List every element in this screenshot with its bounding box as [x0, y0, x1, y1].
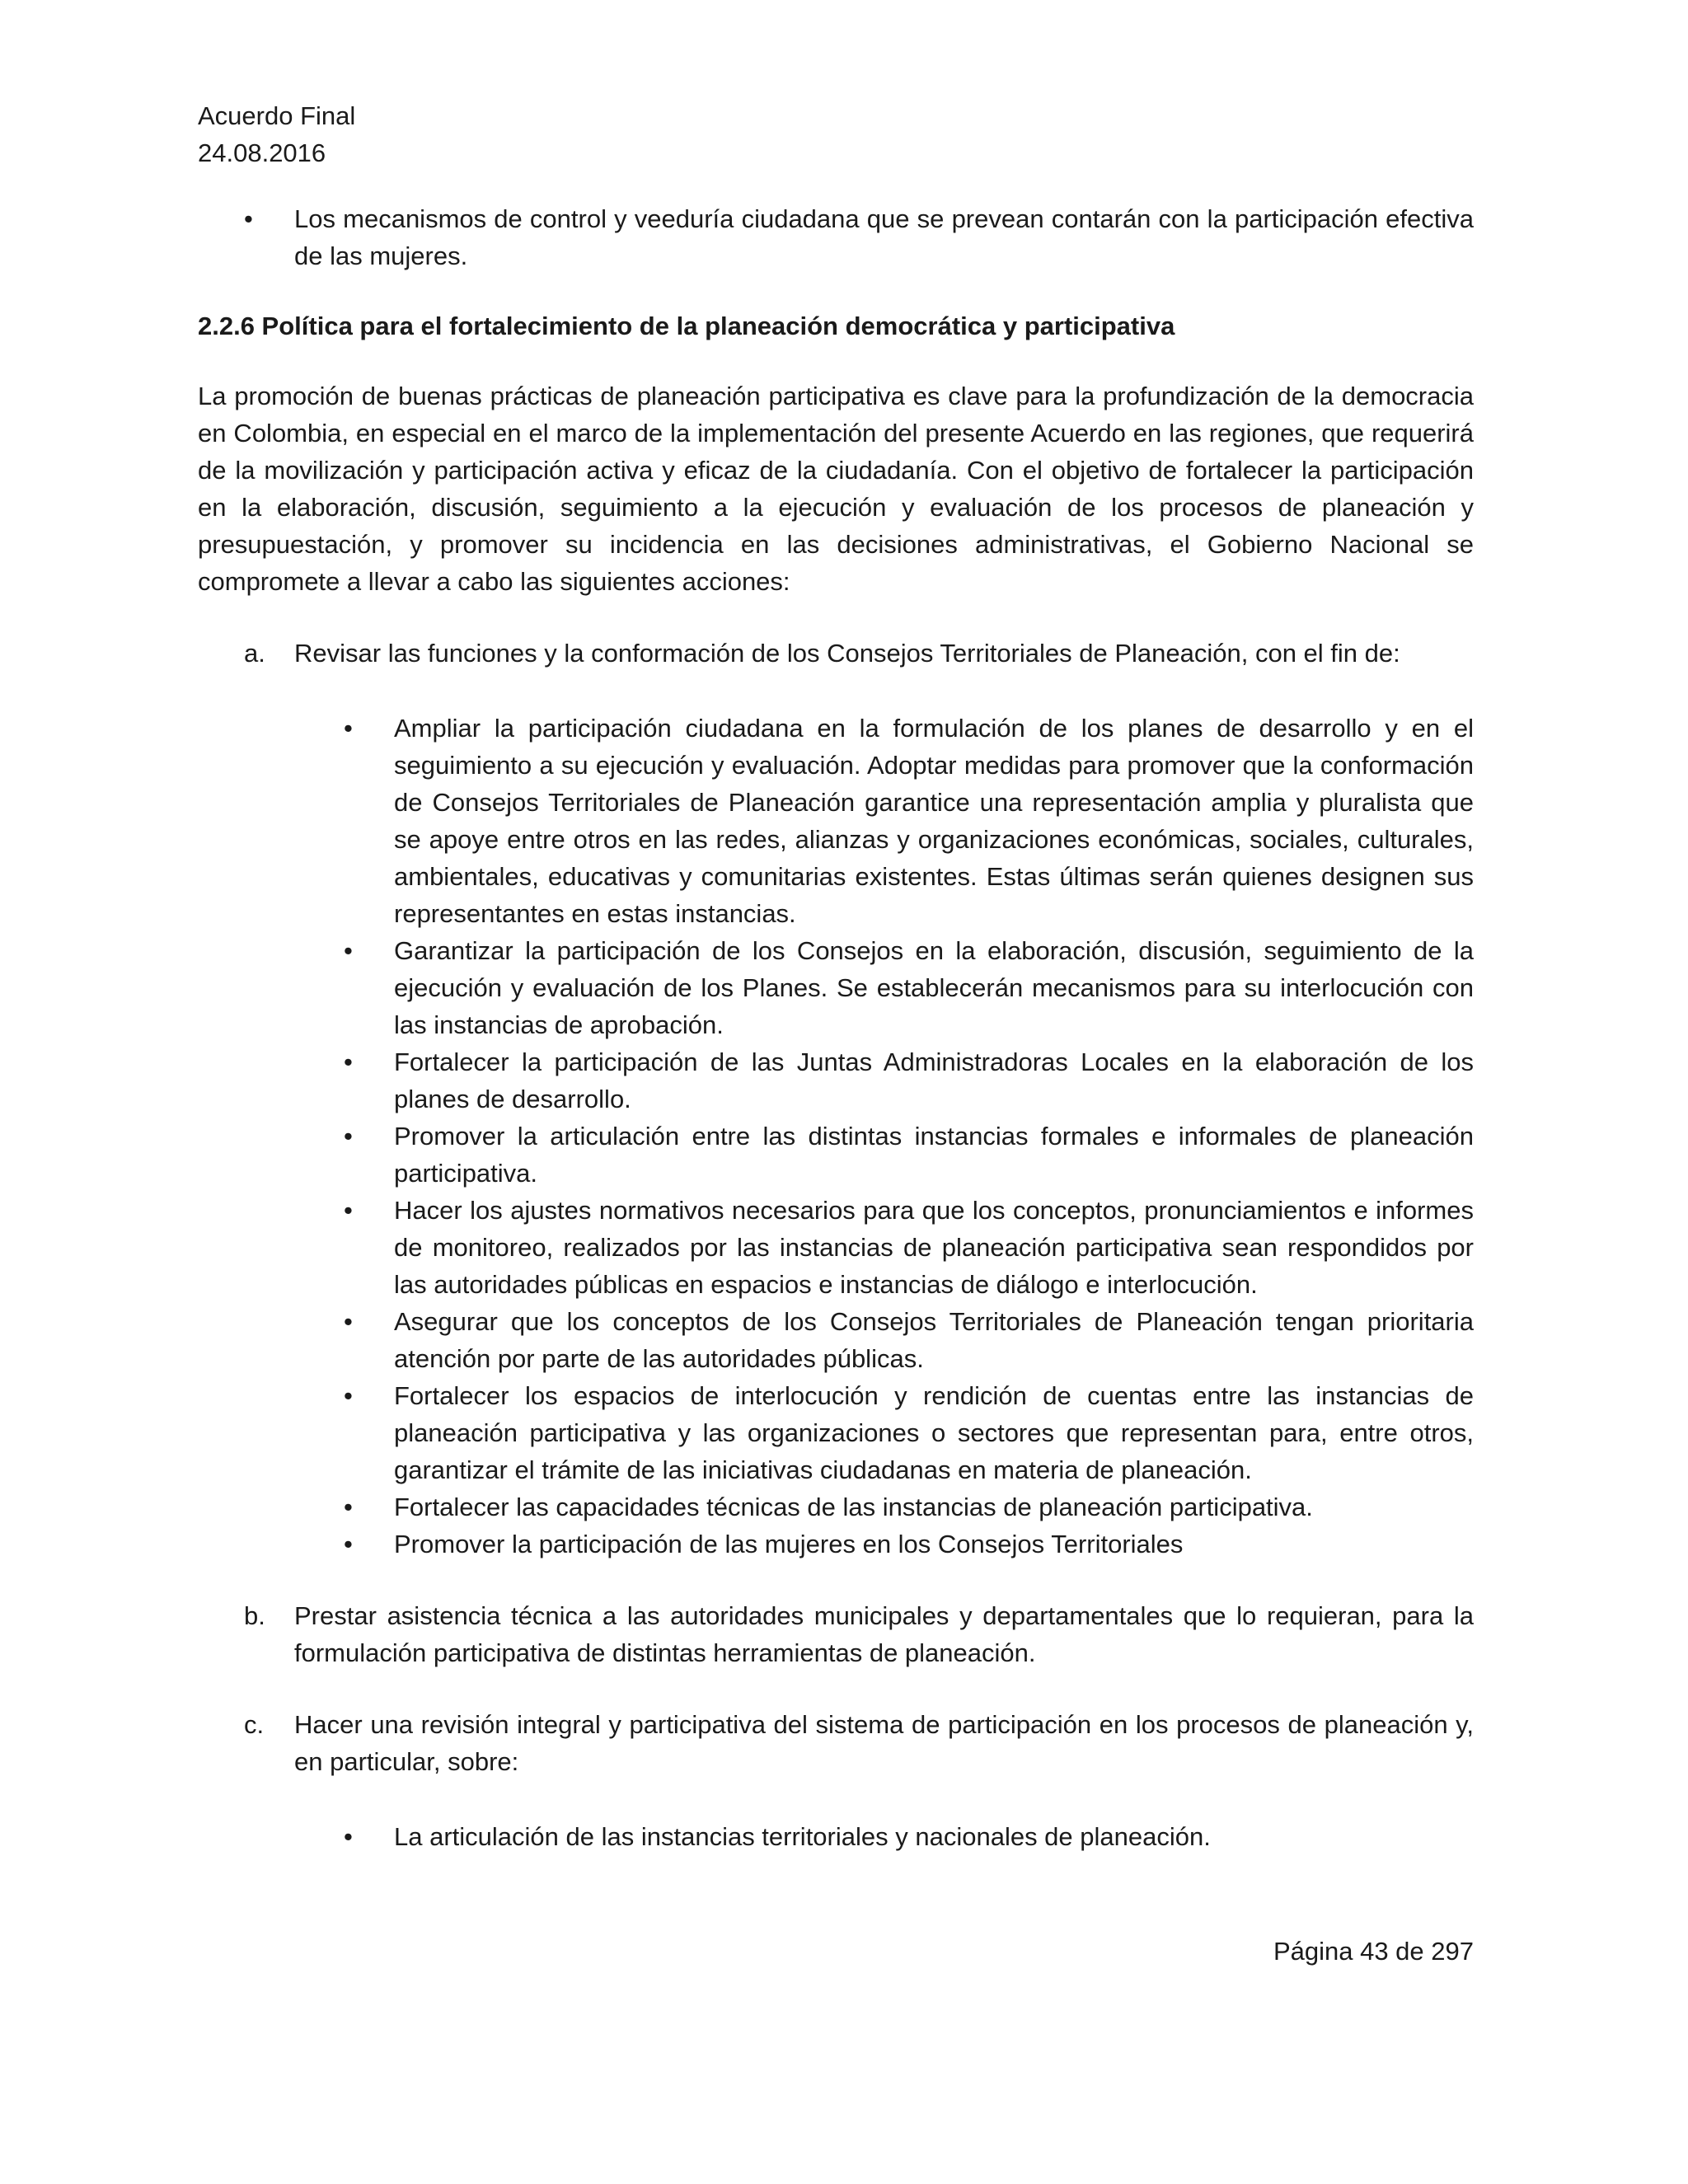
- list-item-b: [198, 1597, 1474, 1671]
- list-marker: a.: [244, 639, 265, 668]
- bullet-text: Los mecanismos de control y veeduría ciudadana que se prevean contarán con la participación efectiva de las mujeres.: [294, 204, 1474, 270]
- section-heading: 2.2.6 Política para el fortalecimiento de la planeación democrática y participativa: [198, 312, 1175, 340]
- sub-list-item: [198, 1818, 1474, 1855]
- bullet-icon: •: [344, 1822, 353, 1851]
- page-number: Página 43 de 297: [1273, 1937, 1474, 1966]
- document-date: 24.08.2016: [198, 138, 326, 167]
- sub-list-item: [198, 932, 1474, 1043]
- sub-list-item: [198, 1192, 1474, 1303]
- bullet-icon: •: [244, 204, 253, 233]
- sub-list-item: [198, 1118, 1474, 1192]
- sub-list-c: [198, 1818, 1474, 1855]
- sub-list-item: [198, 1526, 1474, 1563]
- sub-list-a: [198, 710, 1474, 1563]
- section-paragraph: La promoción de buenas prácticas de planeación participativa es clave para la profundización de la democracia en Colombia, en especial en el marco de la implementación del presente Acuerdo en las regiones, que requerirá de la movilización y participación activa y eficaz de la ciudadanía. Con el objetivo de fortalecer la participación en la elaboración, discusión, seguimiento a la ejecución y evaluación de los procesos de planeación y presupuestación, y promover su incidencia en las decisiones administrativas, el Gobierno Nacional se compromete a llevar a cabo las siguientes acciones:: [198, 382, 1474, 596]
- sub-item-text: Hacer los ajustes normativos necesarios para que los conceptos, pronunciamientos e informes de monitoreo, realizados por las instancias de planeación participativa sean respondidos por las autoridades públicas en espacios e instancias de diálogo e interlocución.: [394, 1196, 1474, 1299]
- bullet-icon: •: [344, 1196, 353, 1225]
- bullet-icon: •: [344, 1530, 353, 1558]
- document-title: Acuerdo Final: [198, 101, 356, 130]
- bullet-icon: •: [344, 1047, 353, 1076]
- sub-item-text: Asegurar que los conceptos de los Consejos Territoriales de Planeación tengan prioritaria atención por parte de las autoridades públicas.: [394, 1307, 1474, 1373]
- bullet-icon: •: [344, 936, 353, 965]
- page-header: [198, 97, 355, 171]
- sub-list-item: [198, 1488, 1474, 1526]
- sub-item-text: Garantizar la participación de los Consejos en la elaboración, discusión, seguimiento de la ejecución y evaluación de los Planes. Se establecerán mecanismos para su interlocución con las instancias de aprobación.: [394, 936, 1474, 1039]
- bullet-icon: •: [344, 1381, 353, 1410]
- sub-item-text: La articulación de las instancias territoriales y nacionales de planeación.: [394, 1822, 1211, 1851]
- sub-list-item: [198, 1303, 1474, 1377]
- sub-item-text: Promover la participación de las mujeres en los Consejos Territoriales: [394, 1530, 1184, 1558]
- sub-item-text: Fortalecer las capacidades técnicas de las instancias de planeación participativa.: [394, 1493, 1313, 1521]
- sub-item-text: Ampliar la participación ciudadana en la formulación de los planes de desarrollo y en el seguimiento a su ejecución y evaluación. Adoptar medidas para promover que la conformación de Consejos Territoriales de Planeación garantice una representación amplia y pluralista que se apoye entre otros en las redes, alianzas y organizaciones económicas, sociales, culturales, ambientales, educativas y comunitarias existentes. Estas últimas serán quienes designen sus representantes en estas instancias.: [394, 714, 1474, 928]
- list-item-a: [198, 635, 1474, 672]
- bullet-icon: •: [344, 1122, 353, 1151]
- list-item-text: Prestar asistencia técnica a las autoridades municipales y departamentales que lo requieran, para la formulación participativa de distintas herramientas de planeación.: [294, 1601, 1474, 1667]
- sub-item-text: Fortalecer los espacios de interlocución y rendición de cuentas entre las instancias de planeación participativa y las organizaciones o sectores que representan para, entre otros, garantizar el trámite de las iniciativas ciudadanas en materia de planeación.: [394, 1381, 1474, 1484]
- sub-list-item: [198, 1377, 1474, 1488]
- list-item-c: [198, 1706, 1474, 1780]
- bullet-icon: •: [344, 1307, 353, 1336]
- list-marker: b.: [244, 1601, 265, 1630]
- page-content: [198, 200, 1474, 1855]
- sub-item-text: Promover la articulación entre las distintas instancias formales e informales de planeación participativa.: [394, 1122, 1474, 1188]
- intro-bullet-item: [198, 200, 1474, 274]
- sub-list-item: [198, 1043, 1474, 1118]
- bullet-icon: •: [344, 714, 353, 743]
- list-marker: c.: [244, 1710, 265, 1739]
- list-item-text: Revisar las funciones y la conformación de los Consejos Territoriales de Planeación, con el fin de:: [294, 639, 1400, 668]
- sub-list-item: [198, 710, 1474, 932]
- bullet-icon: •: [344, 1493, 353, 1521]
- sub-item-text: Fortalecer la participación de las Juntas Administradoras Locales en la elaboración de los planes de desarrollo.: [394, 1047, 1474, 1113]
- list-item-text: Hacer una revisión integral y participativa del sistema de participación en los procesos de planeación y, en particular, sobre:: [294, 1710, 1474, 1776]
